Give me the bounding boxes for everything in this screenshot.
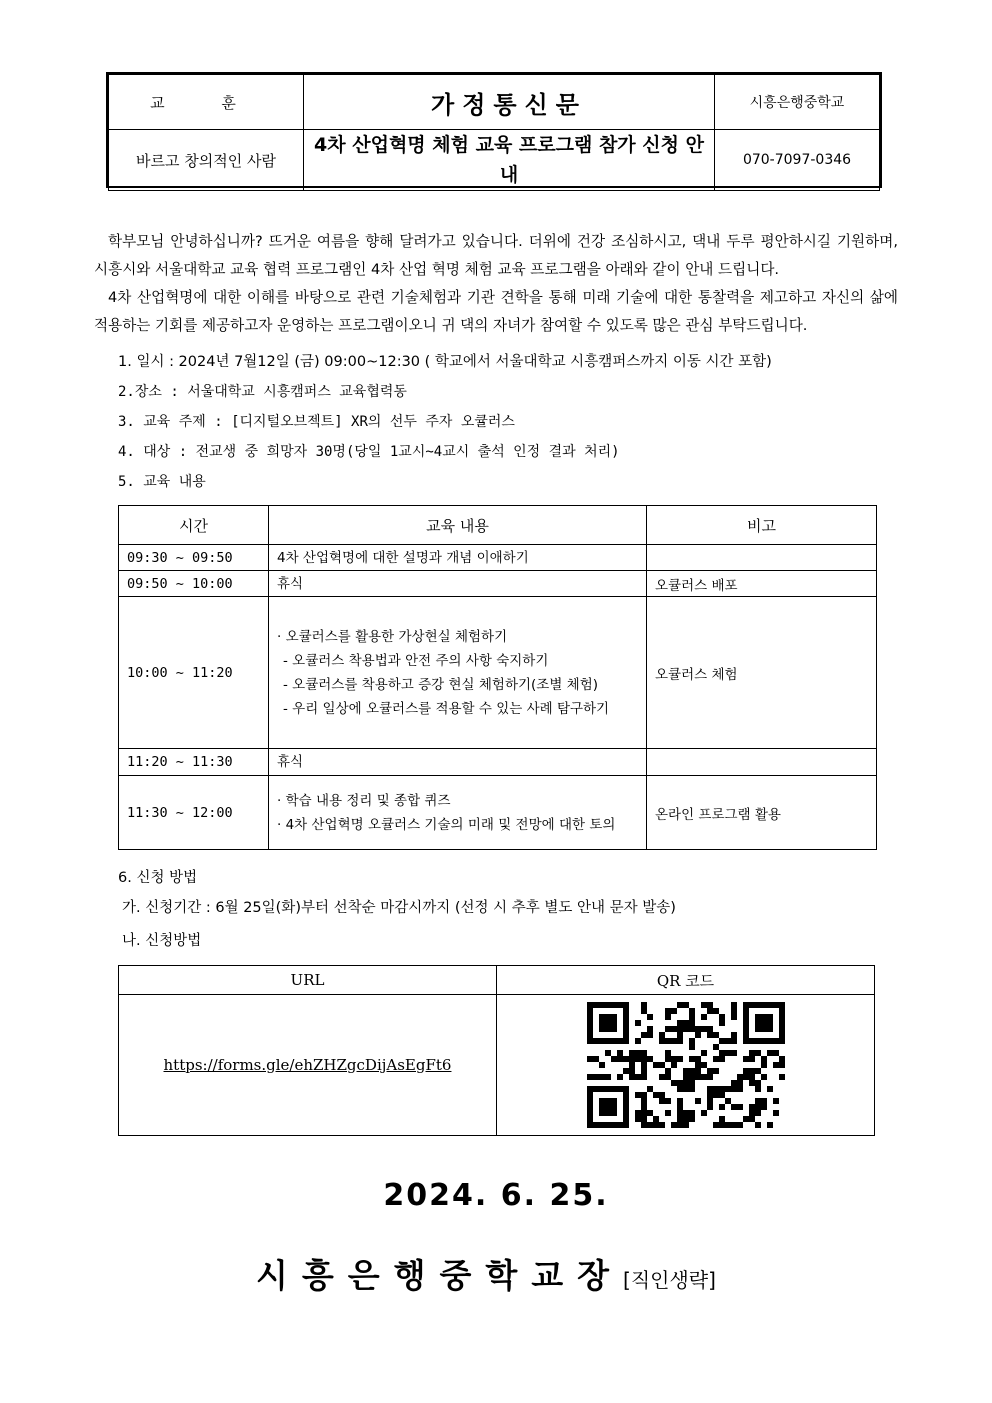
url-table <box>118 965 875 1136</box>
row-content <box>269 545 647 571</box>
seal-note: [직인생략] <box>623 1268 716 1292</box>
document-subtitle: 4차 산업혁명 체험 교육 프로그램 참가 신청 안내 <box>314 134 704 186</box>
content-line: · 오큘러스를 활용한 가상현실 체험하기 <box>277 628 508 645</box>
row-time: 11:30 ~ 12:00 <box>119 776 269 850</box>
row-content <box>269 597 647 749</box>
row-note: 오큘러스 배포 <box>647 571 877 597</box>
qr-header: QR 코드 <box>497 966 875 995</box>
header-table <box>106 72 882 188</box>
table-row <box>119 545 877 571</box>
header-time: 시간 <box>119 506 269 545</box>
item-place: 2.장소 : 서울대학교 시흥캠퍼스 교육협력동 <box>118 384 407 400</box>
qr-cell <box>497 995 875 1136</box>
item-topic: 3. 교육 주제 : [디지털오브젝트] XR의 선두 주자 오큘러스 <box>118 414 515 430</box>
principal-signature <box>256 1250 716 1297</box>
subtitle-cell <box>304 130 715 191</box>
document-title: 가정통신문 <box>431 90 587 119</box>
header-content: 교육 내용 <box>269 506 647 545</box>
row-note <box>647 749 877 776</box>
apply-period: 가. 신청기간 : 6월 25일(화)부터 선착순 마감시까지 (선정 시 추후 별도 안내 문자 발송) <box>122 900 676 916</box>
schedule-header-row <box>119 506 877 545</box>
item-target: 4. 대상 : 전교생 중 희망자 30명(당일 1교시~4교시 출석 인정 결과 처리) <box>118 444 620 460</box>
table-row <box>119 597 877 749</box>
intro-text <box>94 228 898 340</box>
row-note: 온라인 프로그램 활용 <box>647 776 877 850</box>
row-time: 11:20 ~ 11:30 <box>119 749 269 776</box>
issue-date: 2024. 6. 25. <box>383 1178 609 1213</box>
content-line: · 학습 내용 정리 및 종합 퀴즈 <box>277 792 451 809</box>
header-note: 비고 <box>647 506 877 545</box>
content-line: - 오큘러스를 착용하고 증강 현실 체험하기(조별 체험) <box>283 676 599 693</box>
content-line: · 4차 산업혁명 오큘러스 기술의 미래 및 전망에 대한 토의 <box>277 816 616 833</box>
item-date: 1. 일시 : 2024년 7월12일 (금) 09:00~12:30 ( 학교에서 서울대학교 시흥캠퍼스까지 이동 시간 포함) <box>118 354 772 370</box>
apply-heading: 6. 신청 방법 <box>118 870 198 886</box>
content-line: - 우리 일상에 오큘러스를 적용할 수 있는 사례 탐구하기 <box>283 700 610 717</box>
content-line: 휴식 <box>277 575 304 592</box>
application-link[interactable]: https://forms.gle/ehZHZgcDijAsEgFt6 <box>163 1056 452 1074</box>
row-time: 10:00 ~ 11:20 <box>119 597 269 749</box>
row-time: 09:30 ~ 09:50 <box>119 545 269 571</box>
title-cell <box>304 75 715 130</box>
apply-method: 나. 신청방법 <box>122 933 202 949</box>
table-row <box>119 571 877 597</box>
intro-paragraph-1: 학부모님 안녕하십니까? 뜨거운 여름을 향해 달려가고 있습니다. 더위에 건강 조심하시고, 댁내 두루 평안하시길 기원하며, 시흥시와 서울대학교 교육 협력 프로그램인 4차 산업 혁명 체험 교육 프로그램을 아래와 같이 안내 드립니다. <box>94 233 898 278</box>
intro-paragraph-2: 4차 산업혁명에 대한 이해를 바탕으로 관련 기술체험과 기관 견학을 통해 미래 기술에 대한 통찰력을 제고하고 자신의 삶에 적용하는 기회를 제공하고자 운영하는 프로그램이오니 귀 댁의 자녀가 참여할 수 있도록 많은 관심 부탁드립니다. <box>94 289 898 334</box>
row-note <box>647 545 877 571</box>
qr-code-icon[interactable] <box>587 1002 785 1128</box>
url-cell <box>119 995 497 1136</box>
principal-name: 시흥은행중학교장 <box>256 1256 624 1295</box>
motto-label-cell <box>109 75 304 130</box>
row-time: 09:50 ~ 10:00 <box>119 571 269 597</box>
motto-label: 교 훈 <box>150 93 262 112</box>
school-name: 시흥은행중학교 <box>715 75 880 130</box>
url-header: URL <box>119 966 497 995</box>
row-note: 오큘러스 체험 <box>647 597 877 749</box>
content-line: 휴식 <box>277 754 304 770</box>
row-content <box>269 749 647 776</box>
row-content <box>269 776 647 850</box>
row-content <box>269 571 647 597</box>
content-line: - 오큘러스 착용법과 안전 주의 사항 숙지하기 <box>283 652 549 669</box>
schedule-table <box>118 505 877 850</box>
item-content: 5. 교육 내용 <box>118 474 206 490</box>
content-line: 4차 산업혁명에 대한 설명과 개념 이애하기 <box>277 549 529 566</box>
table-row <box>119 776 877 850</box>
school-motto: 바르고 창의적인 사람 <box>109 130 304 191</box>
table-row <box>119 749 877 776</box>
phone-number: 070-7097-0346 <box>715 130 880 191</box>
